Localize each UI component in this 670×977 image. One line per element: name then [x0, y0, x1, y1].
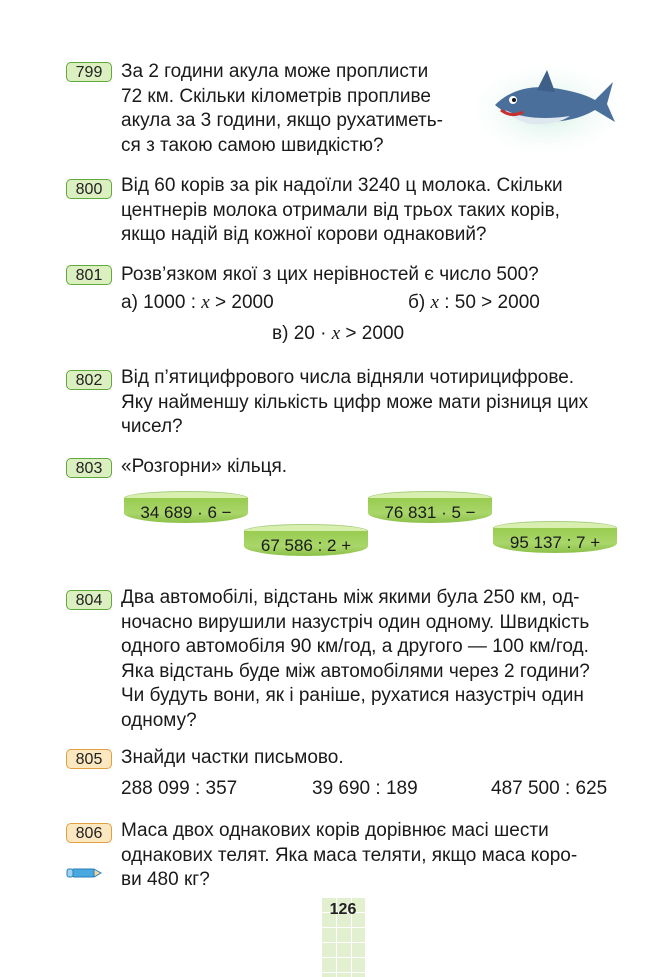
text-line: Від 60 корів за рік надоїли 3240 ц молока. Скільки — [121, 175, 563, 196]
text-line: центнерів молока отримали від трьох таких корів, — [121, 199, 560, 221]
ring-label: 67 586 : 2 + — [260, 536, 352, 555]
text-line: Яка відстань буде між автомобілями через 2 години? — [121, 660, 590, 682]
task-number-badge: 799 — [66, 62, 112, 82]
task-text — [121, 819, 620, 893]
text-line: Маса двох однакових корів дорівнює масі шести — [121, 820, 549, 841]
task-801 — [66, 263, 620, 353]
inequality-b: б) x : 50 > 2000 — [408, 292, 540, 313]
ring — [244, 524, 368, 556]
task-text — [121, 366, 620, 440]
task-802 — [66, 366, 620, 441]
division-expression: 39 690 : 189 — [312, 778, 418, 799]
ring-label: 76 831 · 5 − — [384, 503, 476, 522]
text-line: За 2 години акула може проплисти — [121, 61, 429, 82]
task-text — [121, 174, 620, 248]
task-text — [121, 60, 466, 158]
text-line: чисел? — [121, 416, 183, 437]
text-line: акула за 3 години, якщо рухатиметь- — [121, 110, 443, 131]
page-number: 126 — [329, 901, 357, 918]
task-number-badge: 804 — [66, 590, 112, 610]
task-number-badge: 806 — [66, 823, 112, 843]
task-number-badge: 802 — [66, 370, 112, 390]
inequality-a: а) 1000 : x > 2000 — [121, 292, 274, 313]
task-800 — [66, 174, 620, 249]
text-line: однакових телят. Яка маса теляти, якщо маса коро- — [121, 844, 578, 866]
shark-illustration — [475, 60, 620, 155]
task-806 — [66, 819, 620, 894]
text-line: Два автомобілі, відстань між якими була 250 км, од- — [121, 587, 580, 608]
ring — [124, 491, 248, 523]
task-number-badge: 801 — [66, 265, 112, 285]
text-line: Розв’язком якої з цих нерівностей є число 500? — [121, 264, 539, 285]
division-expression: 288 099 : 357 — [121, 778, 238, 799]
text-line: ви 480 кг? — [121, 869, 210, 890]
text-line: одного автомобіля 90 км/год, а другого — 100 км/год. — [121, 636, 589, 657]
text-line: Чи будуть вони, як і раніше, рухатися назустріч один — [121, 685, 584, 706]
text-line: ночасно вирушили назустріч один одному. Швидкість — [121, 611, 590, 633]
task-number-badge: 803 — [66, 458, 112, 478]
task-text — [121, 263, 620, 288]
text-line: «Розгорни» кільця. — [121, 456, 288, 477]
task-number-badge: 805 — [66, 749, 112, 769]
text-line: Від п’ятицифрового числа відняли чотирицифрове. — [121, 367, 575, 388]
division-expression: 487 500 : 625 — [491, 778, 608, 799]
task-text — [121, 586, 620, 733]
text-line: якщо надій від кожної корови однаковий? — [121, 224, 487, 245]
text-line: Знайди частки письмово. — [121, 747, 344, 768]
ring — [493, 521, 617, 553]
ring-label: 95 137 : 7 + — [509, 533, 601, 552]
text-line: Яку найменшу кількість цифр може мати різниця цих — [121, 391, 589, 413]
task-804 — [66, 586, 620, 736]
ring-label: 34 689 · 6 − — [140, 503, 232, 522]
text-line: 72 км. Скільки кілометрів пропливе — [121, 85, 431, 107]
pencil-icon — [66, 866, 102, 880]
ring — [368, 491, 492, 523]
task-803 — [66, 455, 620, 485]
inequality-c: в) 20 · x > 2000 — [272, 323, 405, 344]
text-line: одному? — [121, 709, 197, 731]
task-805 — [66, 746, 620, 776]
task-text — [121, 746, 620, 771]
task-number-badge: 800 — [66, 179, 112, 199]
task-text — [121, 455, 620, 480]
text-line: ся з такою самою швидкістю? — [121, 134, 384, 156]
